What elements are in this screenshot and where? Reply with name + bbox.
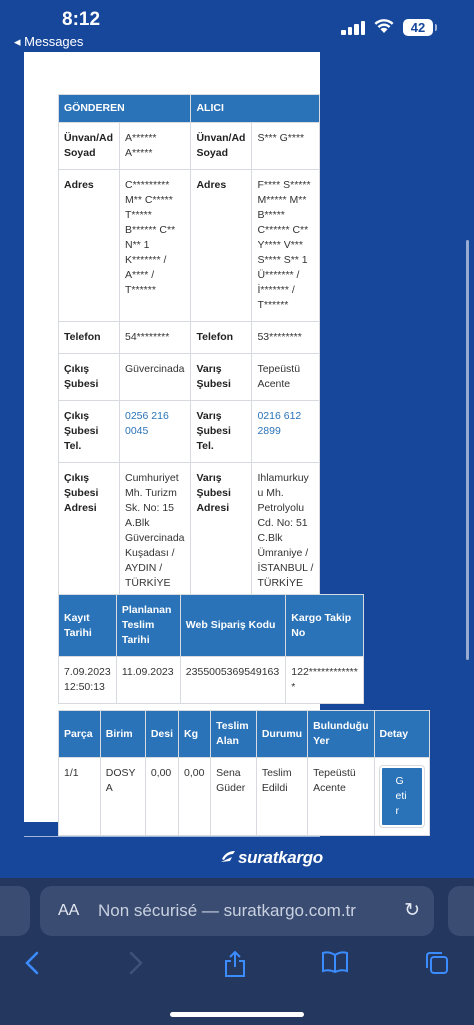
receiver-address-value: F**** S***** M***** M** B***** C****** C** Y**** V*** S**** S** 1 Ü******* / İ******* / T****** xyxy=(252,170,320,322)
table-row xyxy=(59,170,320,322)
tracking-number-header: Kargo Takip No xyxy=(286,595,364,657)
origin-branch-phone-link[interactable]: 0256 216 0045 xyxy=(119,401,190,463)
registration-date-header: Kayıt Tarihi xyxy=(59,595,117,657)
tabs-icon[interactable] xyxy=(424,950,450,976)
table-row xyxy=(59,401,320,463)
sender-phone-value: 54******** xyxy=(119,322,190,354)
tracking-number-value: 122************* xyxy=(286,657,364,704)
detail-header: Detay xyxy=(374,711,430,758)
reader-settings-button[interactable]: AA xyxy=(58,902,80,919)
unit-header: Birim xyxy=(100,711,145,758)
planned-delivery-header: Planlanan Teslim Tarihi xyxy=(116,595,180,657)
table-row xyxy=(59,322,320,354)
logo-swoosh-icon xyxy=(220,848,236,868)
wifi-icon xyxy=(373,17,395,34)
table-row xyxy=(59,463,320,600)
origin-branch-value: Güvercinada xyxy=(119,354,190,401)
table-header-row xyxy=(59,95,320,123)
destination-branch-label: Varış Şubesi xyxy=(191,354,252,401)
unit-value: DOSYA xyxy=(100,758,145,836)
web-order-code-header: Web Sipariş Kodu xyxy=(180,595,285,657)
sender-name-label: Ünvan/Ad Soyad xyxy=(59,123,120,170)
receiver-name-label: Ünvan/Ad Soyad xyxy=(191,123,252,170)
origin-branch-phone-label: Çıkış Şubesi Tel. xyxy=(59,401,120,463)
origin-branch-label: Çıkış Şubesi xyxy=(59,354,120,401)
table-row xyxy=(59,123,320,170)
bookmarks-icon[interactable] xyxy=(321,950,349,974)
sender-address-label: Adres xyxy=(59,170,120,322)
origin-branch-address-label: Çıkış Şubesi Adresi xyxy=(59,463,120,600)
received-by-header: Teslim Alan xyxy=(211,711,257,758)
destination-branch-value: Tepeüstü Acente xyxy=(252,354,320,401)
logo-text: suratkargo xyxy=(238,848,323,867)
sender-phone-label: Telefon xyxy=(59,322,120,354)
forward-icon[interactable] xyxy=(128,950,144,976)
table-row xyxy=(59,354,320,401)
location-value: Tepeüstü Acente xyxy=(308,758,374,836)
status-bar xyxy=(0,0,474,52)
status-header: Durumu xyxy=(256,711,307,758)
received-by-value: Sena Güder xyxy=(211,758,257,836)
address-bar[interactable] xyxy=(40,886,434,936)
kg-value: 0,00 xyxy=(179,758,211,836)
desi-value: 0,00 xyxy=(145,758,178,836)
planned-delivery-value: 11.09.2023 xyxy=(116,657,180,704)
parcel-parts-table xyxy=(58,710,430,836)
url-text[interactable]: Non sécurisé — suratkargo.com.tr xyxy=(98,901,356,920)
receiver-phone-value: 53******** xyxy=(252,322,320,354)
receiver-header: ALICI xyxy=(191,95,320,123)
destination-branch-phone-link[interactable]: 0216 612 2899 xyxy=(252,401,320,463)
desi-header: Desi xyxy=(145,711,178,758)
back-to-messages-link[interactable]: ◂ Messages xyxy=(14,34,84,49)
shipment-info-table xyxy=(58,594,364,704)
back-icon[interactable] xyxy=(24,950,40,976)
receiver-address-label: Adres xyxy=(191,170,252,322)
table-row xyxy=(59,657,364,704)
part-header: Parça xyxy=(59,711,101,758)
previous-tab-preview[interactable] xyxy=(0,886,30,936)
sender-name-value: A****** A***** xyxy=(119,123,190,170)
receiver-name-value: S*** G**** xyxy=(252,123,320,170)
origin-branch-address-value: Cumhuriyet Mh. Turizm Sk. No: 15 A.Blk Güvercinada Kuşadası / AYDIN / TÜRKİYE xyxy=(119,463,190,600)
get-detail-button[interactable]: Getir xyxy=(380,766,425,827)
sender-header: GÖNDEREN xyxy=(59,95,191,123)
registration-date-value: 7.09.2023 12:50:13 xyxy=(59,657,117,704)
destination-branch-phone-label: Varış Şubesi Tel. xyxy=(191,401,252,463)
status-value: Teslim Edildi xyxy=(256,758,307,836)
location-header: Bulunduğu Yer xyxy=(308,711,374,758)
share-icon[interactable] xyxy=(223,950,247,978)
part-value: 1/1 xyxy=(59,758,101,836)
receiver-phone-label: Telefon xyxy=(191,322,252,354)
battery-icon: 42 xyxy=(403,19,433,36)
clock: 8:12 xyxy=(62,9,101,30)
detail-cell xyxy=(374,758,430,836)
footer-divider xyxy=(24,836,320,837)
surat-kargo-logo[interactable] xyxy=(220,848,323,868)
kg-header: Kg xyxy=(179,711,211,758)
sender-receiver-table xyxy=(58,94,320,600)
cellular-signal-icon xyxy=(341,21,367,35)
table-row xyxy=(59,758,430,836)
web-order-code-value: 2355005369549163 xyxy=(180,657,285,704)
home-indicator[interactable] xyxy=(170,1012,304,1017)
next-tab-preview[interactable] xyxy=(448,886,474,936)
sender-address-value: C********* M** C***** T***** B****** C** N** 1 K******* / A**** / T****** xyxy=(119,170,190,322)
table-header-row xyxy=(59,595,364,657)
destination-branch-address-label: Varış Şubesi Adresi xyxy=(191,463,252,600)
reload-icon[interactable]: ↻ xyxy=(404,900,420,921)
scroll-indicator[interactable] xyxy=(466,240,469,660)
destination-branch-address-value: Ihlamurkuyu Mh. Petrolyolu Cd. No: 51 C.Blk Ümraniye / İSTANBUL / TÜRKİYE xyxy=(252,463,320,600)
table-header-row xyxy=(59,711,430,758)
